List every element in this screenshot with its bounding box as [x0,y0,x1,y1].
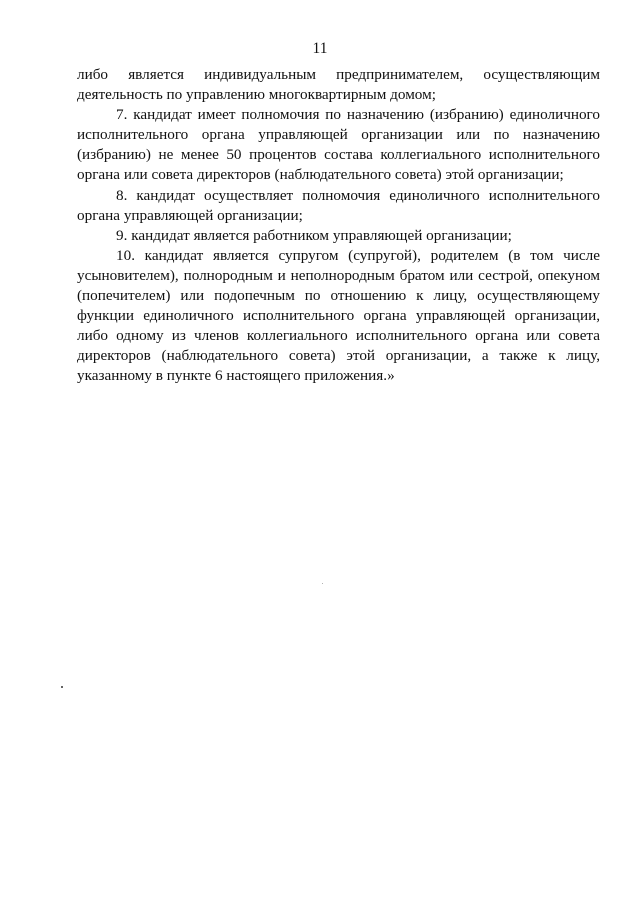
paragraph-item-9: 9. кандидат является работником управляющей организации; [116,226,512,244]
page-number: 11 [312,40,328,57]
scan-speck [61,686,63,688]
paragraph-item-7: 7. кандидат имеет полномочия по назначению (избранию) единоличного исполнительного органа управляющей организации или по назначению (избранию) не менее 50 процентов состава коллегиального исполнительного органа или совета директоров (наблюдательного совета) этой организации; [77,106,600,184]
paragraph-item-8: 8. кандидат осуществляет полномочия единоличного исполнительного органа управляющей организации; [77,186,600,224]
scan-speck [322,583,323,584]
paragraph-continuation: либо является индивидуальным предпринимателем, осуществляющим деятельность по управлению многоквартирным домом; [77,66,600,104]
document-body [77,65,600,387]
paragraph-item-10: 10. кандидат является супругом (супругой), родителем (в том числе усыновителем), полнородным и неполнородным братом или сестрой, опекуном (попечителем) или подопечным по отношению к лицу, осуществляющему функции единоличного исполнительного органа управляющей организации, либо одному из членов коллегиального исполнительного органа или совета директоров (наблюдательного совета) этой организации, а также к лицу, указанному в пункте 6 настоящего приложения.» [77,246,600,385]
